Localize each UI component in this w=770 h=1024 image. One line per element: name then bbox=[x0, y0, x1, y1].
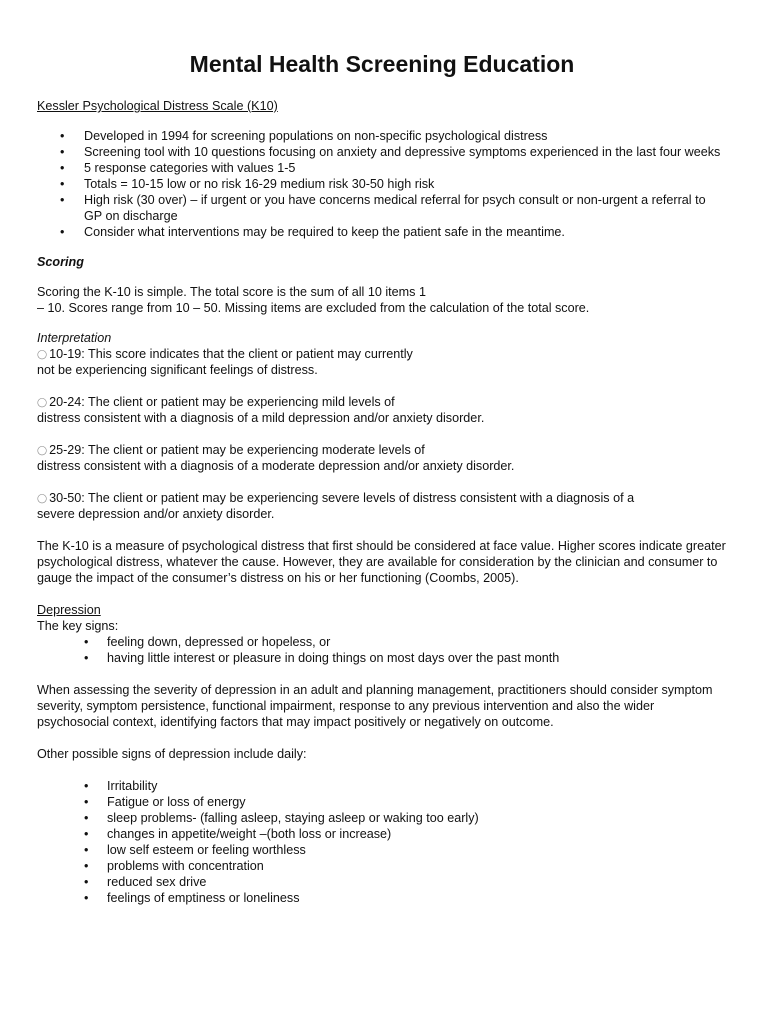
list-item: • changes in appetite/weight –(both loss or increase) bbox=[84, 827, 392, 841]
k10-measure-paragraph: The K-10 is a measure of psychological distress that first should be considered at face value. Higher scores indicate greater psychological distress, whatever the cause. However, they are available for consideration by the clinician and consumer to gauge the impact of the consumer’s distress on his or her functioning (Coombs, 2005). bbox=[37, 539, 726, 585]
interpretation-heading: Interpretation bbox=[37, 331, 112, 345]
bullet-icon: • bbox=[84, 827, 89, 841]
list-item: • High risk (30 over) – if urgent or you have concerns medical referral for psych consult or non-urgent a referral to GP on discharge bbox=[60, 193, 706, 223]
list-item: • low self esteem or feeling worthless bbox=[84, 843, 306, 857]
bullet-icon: • bbox=[60, 129, 65, 143]
bullet-icon: • bbox=[84, 891, 89, 905]
checkbox-icon: ◯ bbox=[37, 493, 48, 503]
bullet-icon: • bbox=[84, 795, 89, 809]
checkbox-icon: ◯ bbox=[37, 445, 48, 455]
list-item: • Consider what interventions may be required to keep the patient safe in the meantime. bbox=[60, 225, 565, 239]
scoring-text-line1: Scoring the K-10 is simple. The total score is the sum of all 10 items 1 bbox=[37, 285, 426, 299]
key-signs-list bbox=[37, 634, 727, 666]
list-item: • reduced sex drive bbox=[84, 875, 207, 889]
interpretation-item: ◯ 20-24: The client or patient may be experiencing mild levels of distress consistent with a diagnosis of a mild depression and/or anxiety disorder. bbox=[37, 395, 485, 425]
bullet-icon: • bbox=[60, 177, 65, 191]
bullet-icon: • bbox=[84, 779, 89, 793]
checkbox-icon: ◯ bbox=[37, 349, 48, 359]
bullet-icon: • bbox=[84, 843, 89, 857]
bullet-icon: • bbox=[84, 859, 89, 873]
depression-heading: Depression bbox=[37, 603, 101, 617]
list-item: • Irritability bbox=[84, 779, 158, 793]
list-item: • Totals = 10-15 low or no risk 16-29 medium risk 30-50 high risk bbox=[60, 177, 435, 191]
list-item: • problems with concentration bbox=[84, 859, 264, 873]
list-item: • having little interest or pleasure in doing things on most days over the past month bbox=[84, 651, 560, 665]
bullet-icon: • bbox=[60, 161, 65, 175]
list-item: • Screening tool with 10 questions focusing on anxiety and depressive symptoms experienced in the last four weeks bbox=[60, 145, 721, 159]
list-item: • feelings of emptiness or loneliness bbox=[84, 891, 300, 905]
scoring-heading: Scoring bbox=[37, 255, 84, 269]
interpretation-item: ◯ 30-50: The client or patient may be experiencing severe levels of distress consistent with a diagnosis of a severe depression and/or anxiety disorder. bbox=[37, 491, 635, 521]
list-item: • Fatigue or loss of energy bbox=[84, 795, 246, 809]
key-signs-label: The key signs: bbox=[37, 619, 119, 633]
list-item: • feeling down, depressed or hopeless, or bbox=[84, 635, 331, 649]
other-signs-list bbox=[37, 778, 727, 906]
scoring-text-line2: – 10. Scores range from 10 – 50. Missing items are excluded from the calculation of the total score. bbox=[37, 301, 590, 315]
page-title: Mental Health Screening Education bbox=[189, 51, 575, 77]
list-item: • sleep problems- (falling asleep, staying asleep or waking too early) bbox=[84, 811, 479, 825]
bullet-icon: • bbox=[84, 651, 89, 665]
document-page bbox=[37, 50, 727, 906]
bullet-icon: • bbox=[84, 811, 89, 825]
bullet-icon: • bbox=[84, 875, 89, 889]
list-item: • 5 response categories with values 1-5 bbox=[60, 161, 296, 175]
assessing-paragraph: When assessing the severity of depression in an adult and planning management, practitioners should consider symptom severity, symptom persistence, functional impairment, response to any previous intervention and also the wider psychosocial context, identifying factors that may impact positively or negatively on outcome. bbox=[37, 683, 713, 729]
list-item: • Developed in 1994 for screening populations on non-specific psychological distress bbox=[60, 129, 548, 143]
interpretation-item: ◯ 10-19: This score indicates that the client or patient may currently not be experiencing significant feelings of distress. bbox=[37, 347, 413, 377]
bullet-icon: • bbox=[60, 193, 65, 207]
bullet-icon: • bbox=[60, 225, 65, 239]
k10-list bbox=[37, 128, 727, 240]
bullet-icon: • bbox=[60, 145, 65, 159]
other-signs-label: Other possible signs of depression include daily: bbox=[37, 747, 307, 761]
checkbox-icon: ◯ bbox=[37, 397, 48, 407]
bullet-icon: • bbox=[84, 635, 89, 649]
interpretation-item: ◯ 25-29: The client or patient may be experiencing moderate levels of distress consistent with a diagnosis of a moderate depression and/or anxiety disorder. bbox=[37, 443, 515, 473]
k10-heading: Kessler Psychological Distress Scale (K10) bbox=[37, 99, 278, 113]
